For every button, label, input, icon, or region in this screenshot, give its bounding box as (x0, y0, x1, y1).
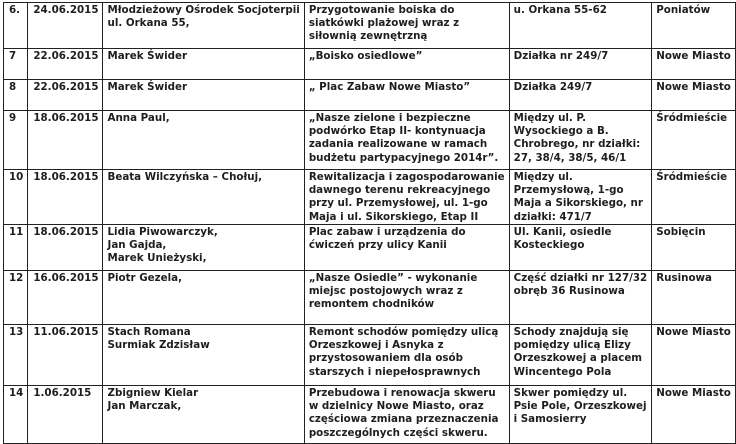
project-line: Rewitalizacja i zagospodarowanie (308, 171, 505, 183)
location-line: Wysockiego a B. (513, 125, 609, 138)
district-text: Nowe Miasto (656, 326, 731, 338)
cell-number (4, 111, 28, 170)
cell-project (304, 325, 509, 386)
number-text: 8 (9, 81, 17, 93)
table-row (4, 80, 736, 111)
cell-number (4, 325, 28, 386)
cell-project (304, 3, 509, 49)
number-text: 13 (9, 326, 24, 338)
cell-project (304, 225, 509, 271)
location-line: Między ul. (513, 171, 573, 183)
location-line: Działka nr 249/7 (513, 50, 609, 62)
cell-applicant (103, 225, 304, 271)
district-text: Nowe Miasto (656, 50, 731, 62)
location-line: Ul. Kanii, osiedle (513, 226, 612, 238)
location-line: Psie Pole, Orzeszkowej (513, 400, 647, 413)
date-text: 11.06.2015 (33, 326, 99, 338)
cell-project (304, 271, 509, 325)
applicant-line: Piotr Gezela, (107, 272, 183, 284)
project-line: podwórko Etap II- kontynuacja (308, 125, 486, 138)
location-line: 27, 38/4, 38/5, 46/1 (513, 151, 627, 164)
applicant-line: Zbigniew Kielar (107, 387, 199, 399)
cell-number (4, 386, 28, 444)
cell-date (28, 111, 103, 170)
project-line: starszych i niepełosprawnych (308, 365, 481, 378)
cell-location (509, 80, 652, 111)
date-text: 1.06.2015 (33, 387, 92, 399)
cell-district (652, 225, 736, 271)
project-line: dawnego terenu rekreacyjnego (308, 184, 491, 197)
project-line: poszczególnych części skweru. (308, 426, 488, 439)
cell-project (304, 170, 509, 225)
cell-project (304, 111, 509, 170)
cell-date (28, 3, 103, 49)
applicant-line: Beata Wilczyńska – Chołuj, (107, 171, 263, 183)
cell-date (28, 170, 103, 225)
cell-date (28, 80, 103, 111)
applicant-line: Marek Unieżyski, (107, 252, 207, 265)
cell-applicant (103, 80, 304, 111)
location-line: Orzeszkowej a placem (513, 352, 643, 365)
cell-applicant (103, 271, 304, 325)
project-line: ćwiczeń przy ulicy Kanii (308, 239, 447, 252)
project-line: miejsc postojowych wraz z (308, 285, 463, 298)
location-line: Schody znajdują się (513, 326, 629, 338)
cell-number (4, 271, 28, 325)
cell-project (304, 80, 509, 111)
location-line: i Samosierry (513, 413, 587, 426)
number-text: 9 (9, 112, 17, 124)
applicant-line: Anna Paul, (107, 112, 170, 124)
location-line: Kosteckiego (513, 239, 585, 252)
district-text: Sobięcin (656, 226, 706, 238)
cell-location (509, 170, 652, 225)
cell-applicant (103, 49, 304, 80)
cell-district (652, 271, 736, 325)
project-line: „Nasze Osiedle” - wykonanie (308, 272, 478, 284)
location-line: Skwer pomiędzy ul. (513, 387, 628, 399)
project-line: przy ul. Przemysłowej, ul. 1-go (308, 197, 488, 210)
project-line: w dzielnicy Nowe Miasto, oraz (308, 400, 484, 413)
cell-district (652, 111, 736, 170)
cell-number (4, 3, 28, 49)
cell-district (652, 49, 736, 80)
location-line: działki: 471/7 (513, 210, 592, 223)
district-text: Rusinowa (656, 272, 713, 284)
project-line: zadania realizowane w ramach (308, 138, 488, 151)
cell-location (509, 271, 652, 325)
cell-district (652, 386, 736, 444)
cell-number (4, 225, 28, 271)
location-line: Działka 249/7 (513, 81, 593, 93)
project-line: Przygotowanie boiska do (308, 4, 455, 16)
project-line: „ Plac Zabaw Nowe Miasto” (308, 81, 471, 93)
number-text: 11 (9, 226, 24, 238)
applicant-line: Surmiak Zdzisław (107, 339, 210, 352)
date-text: 18.06.2015 (33, 112, 99, 124)
cell-district (652, 3, 736, 49)
table-row (4, 325, 736, 386)
cell-district (652, 325, 736, 386)
cell-district (652, 170, 736, 225)
table-row (4, 49, 736, 80)
cell-location (509, 225, 652, 271)
cell-applicant (103, 386, 304, 444)
district-text: Śródmieście (656, 171, 728, 183)
cell-date (28, 386, 103, 444)
table-row (4, 170, 736, 225)
location-line: Między ul. P. (513, 112, 587, 124)
cell-district (652, 80, 736, 111)
cell-location (509, 325, 652, 386)
cell-location (509, 3, 652, 49)
table-row (4, 111, 736, 170)
applicant-line: Młodzieżowy Ośrodek Socjoterpii (107, 4, 300, 16)
cell-applicant (103, 3, 304, 49)
project-line: Plac zabaw i urządzenia do (308, 226, 466, 238)
cell-location (509, 49, 652, 80)
applicant-line: Stach Romana (107, 326, 191, 338)
applicant-line: ul. Orkana 55, (107, 17, 190, 30)
number-text: 14 (9, 387, 24, 399)
table-row (4, 225, 736, 271)
cell-applicant (103, 170, 304, 225)
applicant-line: Jan Marczak, (107, 400, 182, 413)
table-row (4, 386, 736, 444)
applicant-line: Marek Świder (107, 50, 188, 62)
cell-number (4, 49, 28, 80)
cell-date (28, 225, 103, 271)
date-text: 18.06.2015 (33, 226, 99, 238)
project-line: siłownią zewnętrzną (308, 30, 428, 43)
location-line: pomiędzy ulicą Elizy (513, 339, 631, 352)
project-line: „Nasze zielone i bezpieczne (308, 112, 471, 124)
cell-applicant (103, 325, 304, 386)
date-text: 22.06.2015 (33, 81, 99, 93)
cell-location (509, 111, 652, 170)
location-line: Część działki nr 127/32 (513, 272, 648, 284)
cell-date (28, 49, 103, 80)
date-text: 24.06.2015 (33, 4, 99, 16)
cell-location (509, 386, 652, 444)
number-text: 10 (9, 171, 24, 183)
date-text: 18.06.2015 (33, 171, 99, 183)
location-line: Przemysłową, 1-go (513, 184, 624, 197)
projects-table (3, 2, 736, 444)
project-line: częściowa zmiana przeznaczenia (308, 413, 499, 426)
district-text: Nowe Miasto (656, 387, 731, 399)
applicant-line: Lidia Piwowarczyk, (107, 226, 218, 238)
project-line: przystosowaniem dla osób (308, 352, 463, 365)
applicant-line: Jan Gajda, (107, 239, 167, 252)
cell-applicant (103, 111, 304, 170)
table-body (4, 3, 736, 444)
project-line: siatkówki plażowej wraz z (308, 17, 460, 30)
number-text: 7 (9, 50, 17, 62)
project-line: Remont schodów pomiędzy ulicą (308, 326, 499, 338)
cell-number (4, 80, 28, 111)
applicant-line: Marek Świder (107, 81, 188, 93)
location-line: Chrobrego, nr działki: (513, 138, 641, 151)
cell-number (4, 170, 28, 225)
cell-project (304, 49, 509, 80)
location-line: Maja a Sikorskiego, nr (513, 197, 643, 210)
project-line: remontem chodników (308, 298, 435, 311)
cell-project (304, 386, 509, 444)
location-line: Wincentego Pola (513, 365, 612, 378)
district-text: Nowe Miasto (656, 81, 731, 93)
cell-date (28, 325, 103, 386)
number-text: 12 (9, 272, 24, 284)
date-text: 16.06.2015 (33, 272, 99, 284)
project-line: Orzeszkowej i Asnyka z (308, 339, 444, 352)
location-line: obręb 36 Rusinowa (513, 285, 625, 298)
project-line: Przebudowa i renowacja skweru (308, 387, 496, 399)
number-text: 6. (9, 4, 21, 16)
cell-date (28, 271, 103, 325)
table-row (4, 3, 736, 49)
project-line: budżetu partypacyjnego 2014r”. (308, 151, 499, 164)
date-text: 22.06.2015 (33, 50, 99, 62)
district-text: Śródmieście (656, 112, 728, 124)
project-line: Maja i ul. Sikorskiego, Etap II (308, 210, 479, 223)
table-row (4, 271, 736, 325)
project-line: „Boisko osiedlowe” (308, 50, 423, 62)
location-line: u. Orkana 55-62 (513, 4, 607, 16)
district-text: Poniatów (656, 4, 711, 16)
